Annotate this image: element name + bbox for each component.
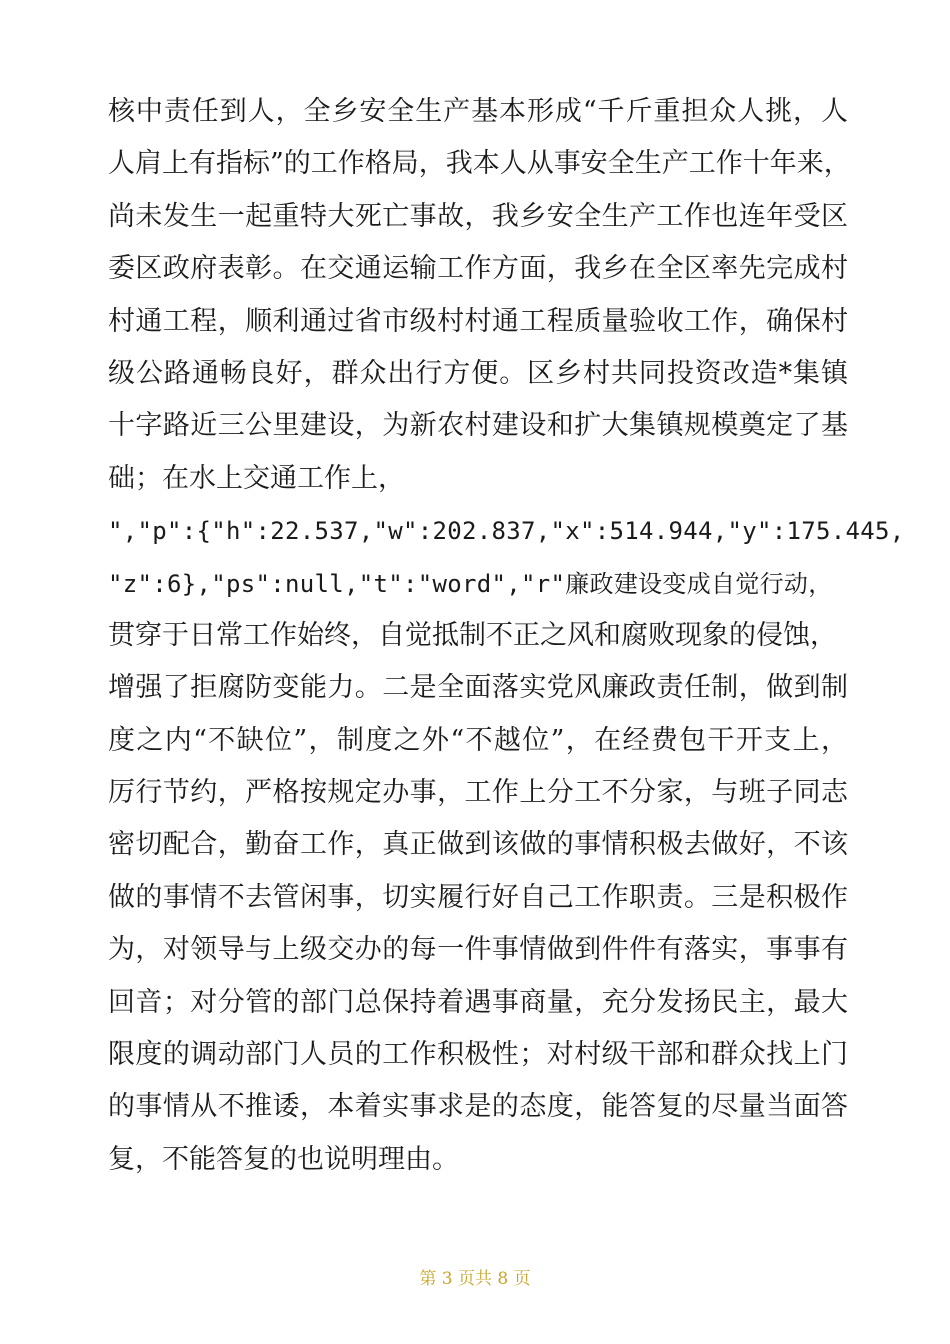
text-line-raw-data: "z":6},"ps":null,"t":"word","r"廉政建设变成自觉行动，: [108, 569, 833, 598]
page-number-footer: 第 3 页共 8 页: [419, 1269, 531, 1289]
text-line: 级公路通畅良好，群众出行方便。区乡村共同投资改造*集镇: [108, 357, 848, 389]
text-line: 做的事情不去管闲事，切实履行好自己工作职责。三是积极作: [108, 881, 848, 913]
text-line: 增强了拒腐防变能力。二是全面落实党风廉政责任制，做到制: [108, 672, 848, 704]
text-line: 础；在水上交通工作上，: [108, 462, 405, 494]
text-line: 限度的调动部门人员的工作积极性；对村级干部和群众找上门: [108, 1039, 848, 1071]
text-line: 回音；对分管的部门总保持着遇事商量，充分发扬民主，最大: [108, 986, 848, 1018]
text-line: 度之内“不缺位”，制度之外“不越位”，在经费包干开支上，: [108, 724, 848, 756]
text-line: 尚未发生一起重特大死亡事故，我乡安全生产工作也连年受区: [108, 200, 848, 232]
text-line: 厉行节约，严格按规定办事，工作上分工不分家，与班子同志: [108, 777, 848, 809]
text-line: 贯穿于日常工作始终，自觉抵制不正之风和腐败现象的侵蚀，: [108, 619, 837, 651]
text-line: 委区政府表彰。在交通运输工作方面，我乡在全区率先完成村: [108, 253, 848, 285]
text-line: 的事情从不推诿，本着实事求是的态度，能答复的尽量当面答: [108, 1091, 848, 1123]
text-line: 人肩上有指标”的工作格局，我本人从事安全生产工作十年来，: [108, 148, 851, 180]
text-line: 密切配合，勤奋工作，真正做到该做的事情积极去做好，不该: [108, 829, 848, 861]
text-line: 村通工程，顺利通过省市级村村通工程质量验收工作，确保村: [108, 305, 848, 337]
body-text: [108, 86, 905, 1186]
text-line-raw-data: ","p":{"h":22.537,"w":202.837,"x":514.944,"y":175.445,: [108, 517, 905, 546]
text-line: 十字路近三公里建设，为新农村建设和扩大集镇规模奠定了基: [108, 410, 848, 442]
text-line: 为，对领导与上级交办的每一件事情做到件件有落实，事事有: [108, 934, 848, 966]
text-line: 复，不能答复的也说明理由。: [108, 1143, 459, 1175]
text-line: 核中责任到人，全乡安全生产基本形成“千斤重担众人挑，人: [108, 96, 848, 127]
